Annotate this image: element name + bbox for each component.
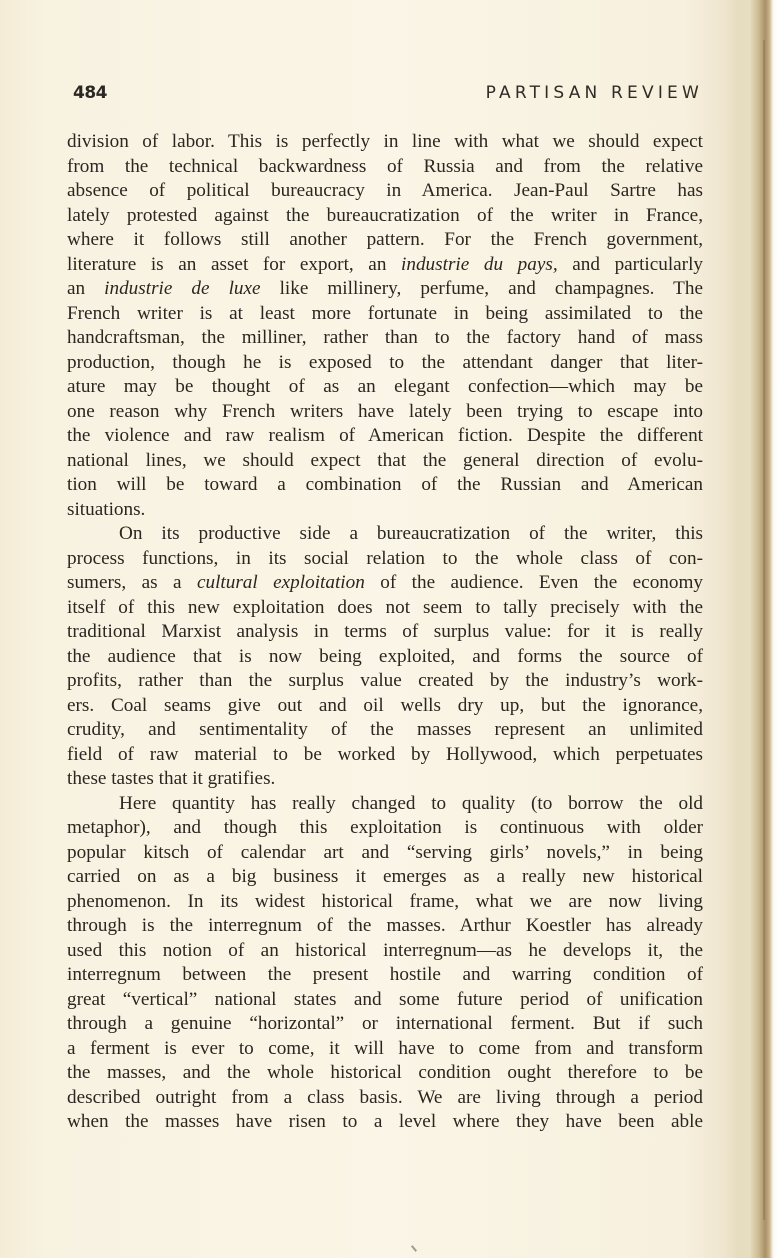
text-line: where it follows still another pattern. For the French government, [67,229,703,250]
text-line: through a genuine “horizontal” or international ferment. But if such [67,1013,703,1034]
text-line: when the masses have risen to a level where they have been able [67,1111,703,1132]
text-line: described outright from a class basis. We are living through a period [67,1086,703,1108]
text-line: phenomenon. In its widest historical frame, what we are now living [67,890,703,912]
text-line: field of raw material to be worked by Hollywood, which perpetuates [67,743,703,765]
text-line: itself of this new exploitation does not seem to tally precisely with the [67,596,703,618]
text-line: traditional Marxist analysis in terms of surplus value: for it is really [67,621,703,642]
text-line: process functions, in its social relation to the whole class of con- [67,547,703,569]
journal-title: PARTISAN REVIEW [485,83,703,103]
italic-phrase: cultural exploitation [196,572,365,593]
text-line: profits, rather than the surplus value created by the industry’s work- [67,670,703,691]
text-line: a ferment is ever to come, it will have to come from and transform [67,1037,703,1059]
text-line: situations. [67,498,146,520]
page-number: 484 [73,83,107,103]
text-line: great “vertical” national states and some future period of unification [67,988,703,1010]
text-segment: like millinery, perfume, and champagnes. The [260,278,703,299]
text-line: the violence and raw realism of American fiction. Despite the different [67,425,703,446]
text-line: division of labor. This is perfectly in line with what we should expect [67,131,703,152]
paragraph-first-line: Here quantity has really changed to quality (to borrow the old [119,792,703,814]
paragraph-first-line: On its productive side a bureaucratization of the writer, this [119,523,703,544]
text-segment: an [67,278,105,299]
text-line: absence of political bureaucracy in America. Jean-Paul Sartre has [67,180,703,201]
text-line [67,277,703,302]
text-line: interregnum between the present hostile and warring condition of [67,964,703,985]
text-line: the audience that is now being exploited, and forms the source of [67,645,703,667]
text-line: one reason why French writers have lately been trying to escape into [67,400,703,422]
text-line: production, though he is exposed to the attendant danger that liter- [67,351,703,373]
text-segment: of the audience. Even the economy [364,572,703,593]
text-line: carried on as a big business it emerges as a really new historical [67,866,703,887]
print-speck [411,1245,417,1252]
spine-crease [763,40,765,1220]
italic-phrase: industrie de luxe [104,278,261,299]
text-segment: and particularly [557,253,703,275]
text-line: popular kitsch of calendar art and “serving girls’ novels,” in being [67,841,703,863]
text-line: metaphor), and though this exploitation is continuous with older [67,817,703,838]
text-line: handcraftsman, the milliner, rather than to the factory hand of mass [67,327,703,348]
text-line: crudity, and sentimentality of the masses represent an unlimited [67,719,703,740]
text-line: ers. Coal seams give out and oil wells dry up, but the ignorance, [67,694,703,716]
text-line: these tastes that it gratifies. [67,768,276,789]
text-line: the masses, and the whole historical condition ought therefore to be [67,1062,703,1083]
text-line [67,571,703,596]
italic-phrase: industrie du pays, [401,253,558,275]
text-line: from the technical backwardness of Russia and from the relative [67,155,703,177]
text-line: lately protested against the bureaucratization of the writer in France, [67,204,703,226]
text-segment: literature is an asset for export, an [67,253,402,275]
text-line: ature may be thought of as an elegant confection—which may be [67,376,703,397]
text-segment: sumers, as a [67,572,197,593]
text-line: through is the interregnum of the masses. Arthur Koestler has already [67,915,703,936]
running-head [73,83,703,109]
text-line: used this notion of an historical interregnum—as he develops it, the [67,939,703,961]
text-line: national lines, we should expect that the general direction of evolu- [67,449,703,471]
body-text [67,130,703,1135]
text-line: tion will be toward a combination of the Russian and American [67,474,703,495]
text-line: French writer is at least more fortunate in being assimilated to the [67,302,703,324]
text-line [67,253,703,278]
